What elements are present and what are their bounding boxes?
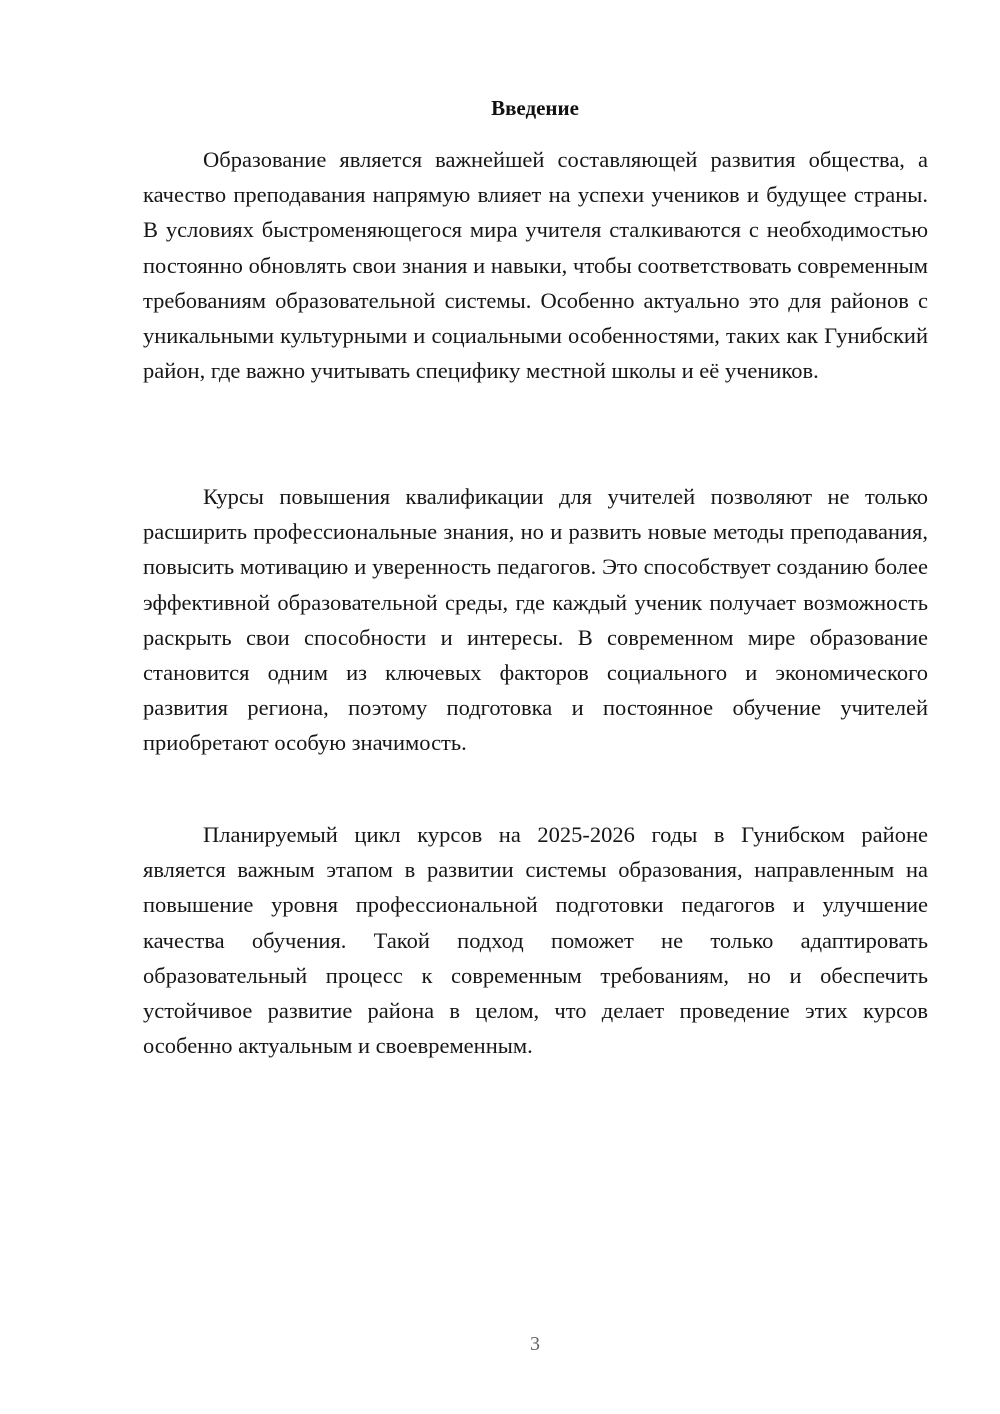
section-heading: Введение — [491, 96, 579, 120]
paragraph-3: Планируемый цикл курсов на 2025-2026 годы в Гунибском районе является важным этапом в развитии системы образования, направленным на повышение уровня профессиональной подготовки педагогов и улучшение качества обучения. Такой подход поможет не только адаптировать образовательный процесс к современным требованиям, но и обеспечить устойчивое развитие района в целом, что делает проведение этих курсов особенно актуальным и своевременным. — [143, 822, 928, 1059]
page-number: 3 — [530, 1333, 540, 1355]
paragraph-1: Образование является важнейшей составляющей развития общества, а качество преподавания напрямую влияет на успехи учеников и будущее страны. В условиях быстроменяющегося мира учителя сталкиваются с необходимостью постоянно обновлять свои знания и навыки, чтобы соответствовать современным требованиям образовательной системы. Особенно актуально это для районов с уникальными культурными и социальными особенностями, таких как Гунибский район, где важно учитывать специфику местной школы и её учеников. — [143, 147, 928, 384]
paragraph-2: Курсы повышения квалификации для учителей позволяют не только расширить профессиональные знания, но и развить новые методы преподавания, повысить мотивацию и уверенность педагогов. Это способствует созданию более эффективной образовательной среды, где каждый ученик получает возможность раскрыть свои способности и интересы. В современном мире образование становится одним из ключевых факторов социального и экономического развития региона, поэтому подготовка и постоянное обучение учителей приобретают особую значимость. — [143, 484, 928, 756]
